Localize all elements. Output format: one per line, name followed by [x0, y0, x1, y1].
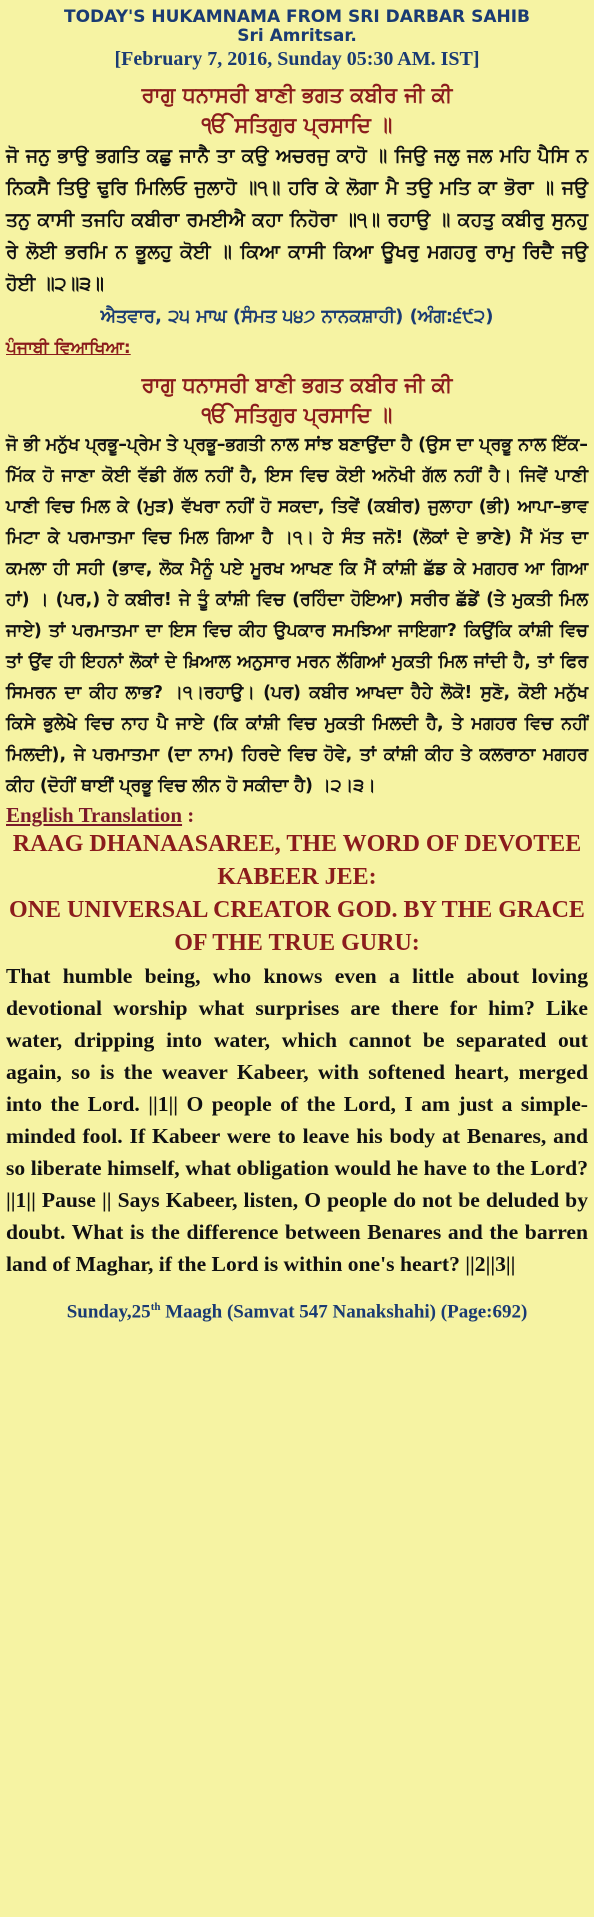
vyakhia-raag-title: ਰਾਗੁ ਧਨਾਸਰੀ ਬਾਣੀ ਭਗਤ ਕਬੀਰ ਜੀ ਕੀ [141, 373, 453, 397]
english-date-day: Sunday,25 [66, 1301, 151, 1323]
english-label-text: English Translation [6, 803, 183, 827]
vyakhia-text: ਜੋ ਭੀ ਮਨੁੱਖ ਪ੍ਰਭੂ–ਪ੍ਰੇਮ ਤੇ ਪ੍ਰਭੂ–ਭਗਤੀ ਨਾਲ ਸਾਂਝ ਬਣਾਉਂਦਾ ਹੈ (ਉਸ ਦਾ ਪ੍ਰਭੂ ਨਾਲ ਇੱਕ–ਮਿੱਕ ਹੋ ਜਾਣਾ ਕੋਈ ਵੱਡੀ ਗੱਲ ਨਹੀਂ ਹੈ, ਇਸ ਵਿਚ ਕੋਈ ਅਨੋਖੀ ਗੱਲ ਨਹੀਂ ਹੈ। ਜਿਵੇਂ ਪਾਣੀ ਪਾਣੀ ਵਿਚ ਮਿਲ ਕੇ (ਮੁੜ) ਵੱਖਰਾ ਨਹੀਂ ਹੋ ਸਕਦਾ, ਤਿਵੇਂ (ਕਬੀਰ) ਜੁਲਾਹਾ (ਭੀ) ਆਪਾ–ਭਾਵ ਮਿਟਾ ਕੇ ਪਰਮਾਤਮਾ ਵਿਚ ਮਿਲ ਗਿਆ ਹੈ ।੧। ਹੇ ਸੰਤ ਜਨੋ! (ਲੋਕਾਂ ਦੇ ਭਾਣੇ) ਮੈਂ ਮੱਤ ਦਾ ਕਮਲਾ ਹੀ ਸਹੀ (ਭਾਵ, ਲੋਕ ਮੈਨੂੰ ਪਏ ਮੂਰਖ ਆਖਣ ਕਿ ਮੈਂ ਕਾਂਸ਼ੀ ਛੱਡ ਕੇ ਮਗਹਰ ਆ ਗਿਆ ਹਾਂ) । (ਪਰ,) ਹੇ ਕਬੀਰ! ਜੇ ਤੂੰ ਕਾਂਸ਼ੀ ਵਿਚ (ਰਹਿੰਦਾ ਹੋਇਆ) ਸਰੀਰ ਛੱਡੇਂ (ਤੇ ਮੁਕਤੀ ਮਿਲ ਜਾਏ) ਤਾਂ ਪਰਮਾਤਮਾ ਦਾ ਇਸ ਵਿਚ ਕੀਹ ਉਪਕਾਰ ਸਮਝਿਆ ਜਾਇਗਾ? ਕਿਉਂਕਿ ਕਾਂਸ਼ੀ ਵਿਚ ਤਾਂ ਉਂਵ ਹੀ ਇਹਨਾਂ ਲੋਕਾਂ ਦੇ ਖ਼ਿਆਲ ਅਨੁਸਾਰ ਮਰਨ ਲੱਗਿਆਂ ਮੁਕਤੀ ਮਿਲ ਜਾਂਦੀ ਹੈ, ਤਾਂ ਫਿਰ ਸਿਮਰਨ ਦਾ ਕੀਹ ਲਾਭ? ।੧।ਰਹਾਉ। (ਪਰ) ਕਬੀਰ ਆਖਦਾ ਹੈਹੇ ਲੋਕੋ! ਸੁਣੋ, ਕੋਈ ਮਨੁੱਖ ਕਿਸੇ ਭੁਲੇਖੇ ਵਿਚ ਨਾਹ ਪੈ ਜਾਏ (ਕਿ ਕਾਂਸ਼ੀ ਵਿਚ ਮੁਕਤੀ ਮਿਲਦੀ ਹੈ, ਤੇ ਮਗਹਰ ਵਿਚ ਨਹੀਂ ਮਿਲਦੀ), ਜੇ ਪਰਮਾਤਮਾ (ਦਾ ਨਾਮ) ਹਿਰਦੇ ਵਿਚ ਹੋਵੇ, ਤਾਂ ਕਾਂਸ਼ੀ ਕੀਹ ਤੇ ਕਲਰਾਠਾ ਮਗਹਰ ਕੀਹ (ਦੋਹੀਂ ਥਾਈਂ ਪ੍ਰਭੂ ਵਿਚ ਲੀਨ ਹੋ ਸਕੀਦਾ ਹੈ) ।੨।੩। [6, 435, 588, 796]
english-date-ordinal: th [150, 1301, 161, 1313]
vyakhia-label-text: ਪੰਜਾਬੀ ਵਿਆਖਿਆ: [6, 338, 131, 358]
header-location: Sri Amritsar. [237, 26, 357, 46]
english-date [6, 1294, 588, 1325]
header-date: [February 7, 2016, Sunday 05:30 AM. IST] [114, 48, 480, 70]
vyakhia-mool-mantar: ੴ ਸਤਿਗੁਰ ਪ੍ਰਸਾਦਿ ॥ [201, 403, 393, 427]
gurmukhi-mool-mantar: ੴ ਸਤਿਗੁਰ ਪ੍ਰਸਾਦਿ ॥ [201, 113, 393, 137]
vyakhia-label [6, 334, 588, 362]
english-translation-text: That humble being, who knows even a little about loving devotional worship what surprises are there for him? Like water, dripping into water, which cannot be separated out again, so is the weaver Kabeer, with softened heart, merged into the Lord. ||1|| O people of the Lord, I am just a simple-minded fool. If Kabeer were to leave his body at Benares, and so liberate himself, what obligation would he have to the Lord? ||1|| Pause || Says Kabeer, listen, O people do not be deluded by doubt. What is the difference between Benares and the barren land of Maghar, if the Lord is within one's heart? ||2||3|| [6, 964, 588, 1276]
english-label [6, 802, 588, 828]
english-mool-mantar: ONE UNIVERSAL CREATOR GOD. BY THE GRACE OF THE TRUE GURU: [9, 897, 585, 956]
gurmukhi-raag-title: ਰਾਗੁ ਧਨਾਸਰੀ ਬਾਣੀ ਭਗਤ ਕਬੀਰ ਜੀ ਕੀ [141, 83, 453, 107]
header-title: TODAY'S HUKAMNAMA FROM SRI DARBAR SAHIB [64, 7, 530, 27]
english-raag-title: RAAG DHANAASAREE, THE WORD OF DEVOTEE KABEER JEE: [12, 831, 582, 890]
english-date-rest: Maagh (Samvat 547 Nanakshahi) (Page:692) [160, 1301, 528, 1323]
english-label-colon: : [182, 803, 195, 827]
gurmukhi-date: ਐਤਵਾਰ, ੨੫ ਮਾਘ (ਸੰਮਤ ੫੪੭ ਨਾਨਕਸ਼ਾਹੀ) (ਅੰਗ:੬੯੨) [100, 306, 494, 327]
gurmukhi-shabad: ਜੋ ਜਨੁ ਭਾਉ ਭਗਤਿ ਕਛੁ ਜਾਨੈ ਤਾ ਕਉ ਅਚਰਜੁ ਕਾਹੋ ॥ ਜਿਉ ਜਲੁ ਜਲ ਮਹਿ ਪੈਸਿ ਨ ਨਿਕਸੈ ਤਿਉ ਢੁਰਿ ਮਿਲਿਓ ਜੁਲਾਹੋ ॥੧॥ ਹਰਿ ਕੇ ਲੋਗਾ ਮੈ ਤਉ ਮਤਿ ਕਾ ਭੋਰਾ ॥ ਜਉ ਤਨੁ ਕਾਸੀ ਤਜਹਿ ਕਬੀਰਾ ਰਮਈਐ ਕਹਾ ਨਿਹੋਰਾ ॥੧॥ ਰਹਾਉ ॥ ਕਹਤੁ ਕਬੀਰੁ ਸੁਨਹੁ ਰੇ ਲੋਈ ਭਰਮਿ ਨ ਭੂਲਹੁ ਕੋਈ ॥ ਕਿਆ ਕਾਸੀ ਕਿਆ ਊਖਰੁ ਮਗਹਰੁ ਰਾਮੁ ਰਿਦੈ ਜਉ ਹੋਈ ॥੨॥੩॥ [6, 145, 588, 295]
